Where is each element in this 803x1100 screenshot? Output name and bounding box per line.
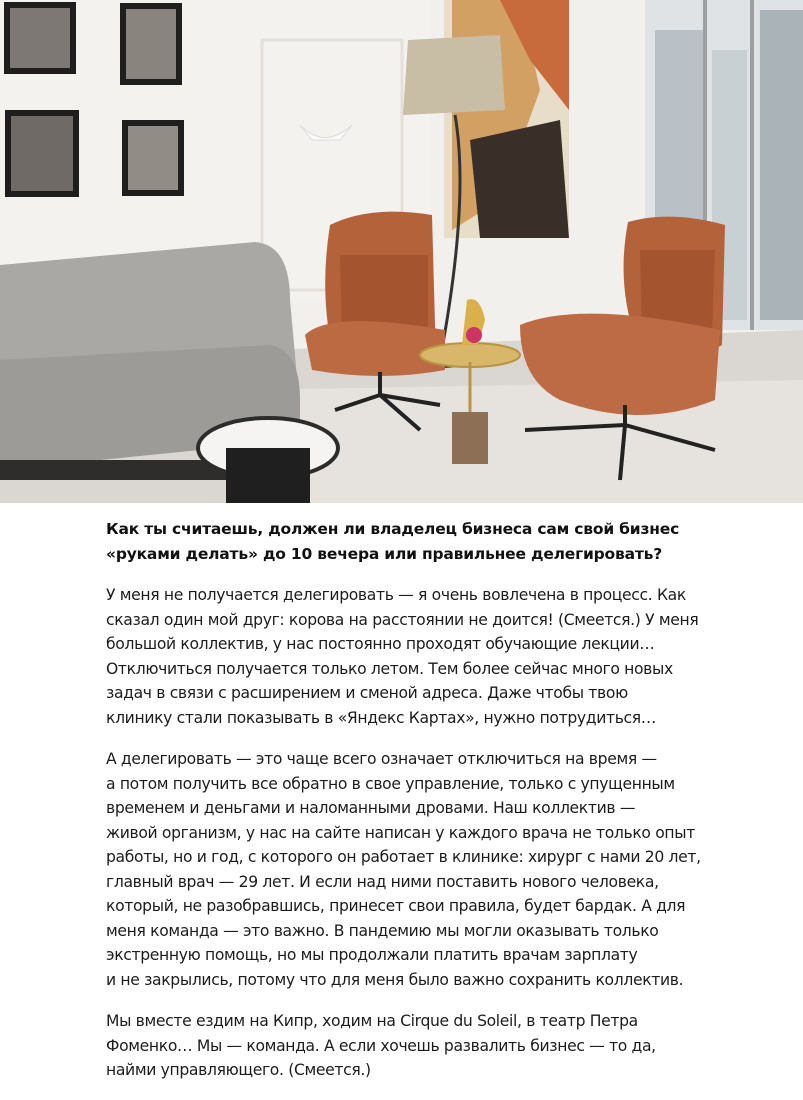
paragraph-line: найми управляющего. (Смеется.) xyxy=(106,1061,371,1079)
paragraph-line: Фоменко… Мы — команда. А если хочешь развалить бизнес — то да, xyxy=(106,1036,656,1055)
paragraph-line: главный врач — 29 лет. И если над ними поставить нового человека, xyxy=(106,872,659,891)
paragraph-line: Мы вместе ездим на Кипр, ходим на Cirque du Soleil, в театр Петра xyxy=(106,1012,638,1030)
interior-illustration xyxy=(0,0,803,503)
paragraph-line: временем и деньгами и наломанными дровами. Наш коллектив — xyxy=(106,799,636,817)
paragraph-line: и не закрылись, потому что для меня было важно сохранить коллектив. xyxy=(106,970,684,989)
paragraph-line: а потом получить все обратно в свое управление, только с упущенным xyxy=(106,774,675,793)
paragraph-line: У меня не получается делегировать — я очень вовлечена в процесс. Как xyxy=(106,586,686,604)
answer-paragraph-2 xyxy=(106,747,726,992)
paragraph-line: Отключиться получается только летом. Тем более сейчас много новых xyxy=(106,659,673,678)
paragraph-line: меня команда — это важно. В пандемию мы могли оказывать только xyxy=(106,921,659,940)
paragraph-line: живой организм, у нас на сайте написан у каждого врача не только опыт xyxy=(106,823,695,842)
paragraph-line: который, не разобравшись, принесет свои правила, будет бардак. А для xyxy=(106,897,686,915)
question-line: «руками делать» до 10 вечера или правильнее делегировать? xyxy=(106,544,663,563)
article-body xyxy=(106,517,726,1100)
answer-paragraph-3 xyxy=(106,1009,726,1083)
answer-paragraph-1 xyxy=(106,583,726,730)
interior-photo xyxy=(0,0,803,503)
paragraph-line: А делегировать — это чаще всего означает отключиться на время — xyxy=(106,750,657,768)
paragraph-line: сказал один мой друг: корова на расстоянии не доится! (Смеется.) У меня xyxy=(106,610,699,629)
paragraph-line: работы, но и год, с которого он работает в клинике: хирург с нами 20 лет, xyxy=(106,848,701,866)
paragraph-line: клинику стали показывать в «Яндекс Картах», нужно потрудиться… xyxy=(106,708,657,727)
paragraph-line: большой коллектив, у нас постоянно проходят обучающие лекции… xyxy=(106,635,655,653)
paragraph-line: экстренную помощь, но мы продолжали платить врачам зарплату xyxy=(106,946,638,964)
interview-question xyxy=(106,517,726,566)
paragraph-line: задач в связи с расширением и сменой адреса. Даже чтобы твою xyxy=(106,684,628,702)
question-line: Как ты считаешь, должен ли владелец бизнеса сам свой бизнес xyxy=(106,520,680,538)
